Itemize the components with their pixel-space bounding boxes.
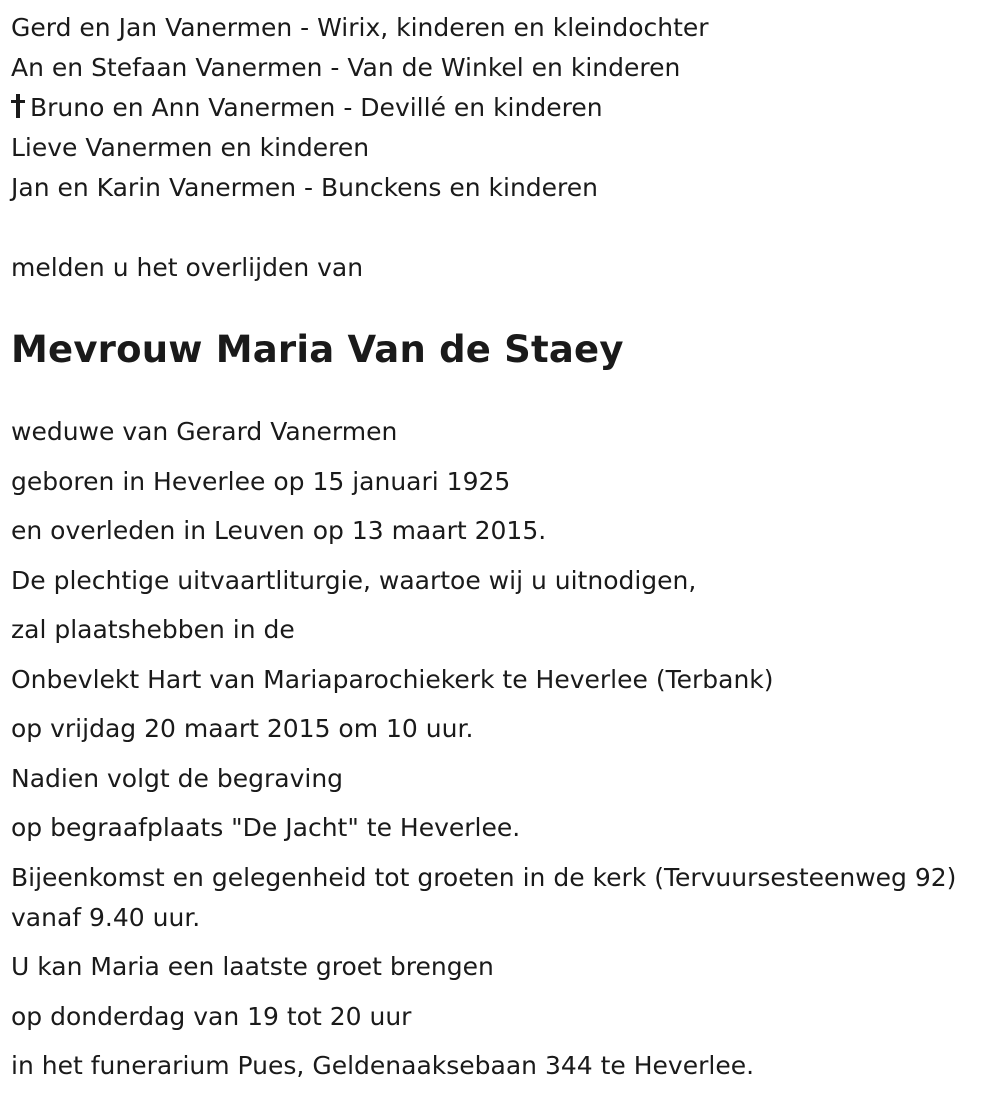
detail-line: weduwe van Gerard Vanermen	[11, 417, 398, 446]
family-line: Jan en Karin Vanermen - Bunckens en kinderen	[11, 173, 598, 202]
cross-icon	[11, 94, 25, 118]
announcement-intro: melden u het overlijden van	[11, 253, 364, 282]
funeral-details	[11, 412, 1000, 1086]
detail-line: De plechtige uitvaartliturgie, waartoe wij u uitnodigen,	[11, 565, 697, 595]
family-list	[11, 8, 1000, 208]
detail-line: zal plaatshebben in de	[11, 615, 295, 644]
family-line: Gerd en Jan Vanermen - Wirix, kinderen en kleindochter	[11, 13, 709, 42]
deceased-name: Mevrouw Maria Van de Staey	[11, 328, 624, 371]
family-line: An en Stefaan Vanermen - Van de Winkel en kinderen	[11, 53, 681, 82]
detail-line: Onbevlekt Hart van Mariaparochiekerk te Heverlee (Terbank)	[11, 664, 774, 694]
family-line-text: Bruno en Ann Vanermen - Devillé en kinderen	[30, 93, 603, 122]
detail-line: in het funerarium Pues, Geldenaaksebaan 344 te Heverlee.	[11, 1051, 755, 1080]
family-line	[11, 88, 1000, 128]
detail-line: op donderdag van 19 tot 20 uur	[11, 1001, 412, 1031]
detail-line: U kan Maria een laatste groet brengen	[11, 952, 494, 981]
detail-line: op begraafplaats "De Jacht" te Heverlee.	[11, 813, 521, 842]
detail-line: geboren in Heverlee op 15 januari 1925	[11, 466, 511, 496]
detail-line: op vrijdag 20 maart 2015 om 10 uur.	[11, 714, 474, 743]
detail-line: Nadien volgt de begraving	[11, 763, 344, 793]
family-line: Lieve Vanermen en kinderen	[11, 133, 370, 162]
detail-line: en overleden in Leuven op 13 maart 2015.	[11, 516, 547, 545]
detail-line: Bijeenkomst en gelegenheid tot groeten in de kerk (Tervuursesteenweg 92) vanaf 9.40 uur.	[11, 862, 957, 932]
